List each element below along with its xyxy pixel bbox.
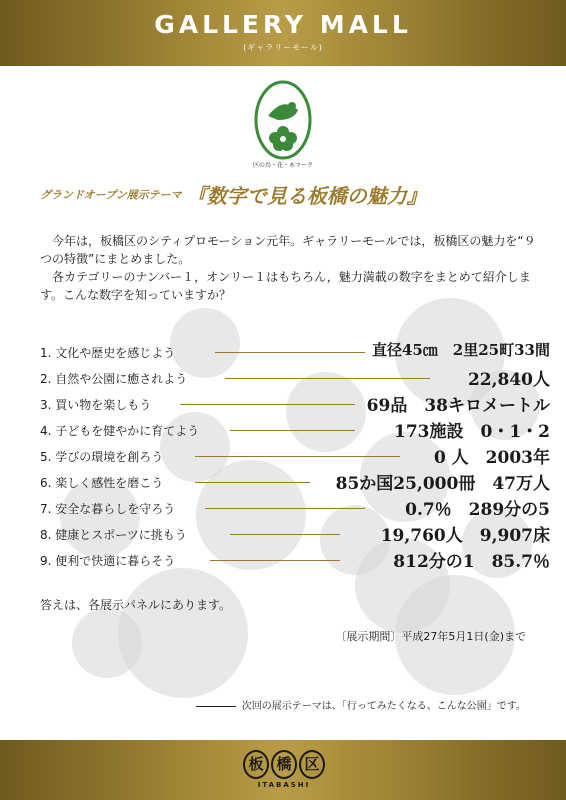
category-row [40,366,550,392]
category-value: 812分の1 85.7％ [393,552,550,572]
category-row [40,392,550,418]
intro-text [40,232,540,304]
ward-emblem-icon [254,80,312,160]
page-title: GALLERY MALL [154,10,412,39]
photo-circle [72,608,142,678]
category-row [40,496,550,522]
category-value: 直径45㎝ 2里25町33間 [371,341,550,359]
theme-title: 『数字で見る板橋の魅力』 [186,184,427,208]
leader-line [215,352,365,353]
category-label: 5. 学びの環境を創ろう [40,450,164,464]
category-value: 69品 38キロメートル [366,396,550,416]
category-row [40,548,550,574]
category-label: 9. 便利で快適に暮らそう [40,554,176,568]
category-label: 7. 安全な暮らしを守ろう [40,502,176,516]
leader-line [205,508,365,509]
category-value: 19,760人 9,907床 [380,526,550,546]
category-row [40,418,550,444]
logo-roman: ITABASHI [257,781,311,789]
category-label: 4. 子どもを健やかに育てよう [40,424,200,438]
logo-kanji: 区 [299,750,325,779]
exhibition-period: 〔展示期間〕平成27年5月1日(金)まで [335,630,526,643]
category-value: 0 人 2003年 [433,448,550,468]
leader-line [225,378,430,379]
category-label: 2. 自然や公園に癒されよう [40,372,188,386]
category-label: 3. 買い物を楽しもう [40,398,152,412]
category-value: 85か国25,000冊 47万人 [335,474,550,494]
header-banner [0,0,566,66]
leader-line [180,404,355,405]
category-value: 0.7％ 289分の5 [405,500,550,520]
category-row [40,470,550,496]
logo-kanji: 橋 [271,750,297,779]
theme-label: グランドオープン展示テーマ [40,188,182,202]
category-label: 8. 健康とスポーツに挑もう [40,528,187,542]
leader-line [195,482,310,483]
intro-paragraph: 今年は，板橋区のシティプロモーション元年。ギャラリーモールでは，板橋区の魅力を“９つの特徴”にまとめました。 [40,234,536,266]
footer-banner [0,740,566,800]
category-value: 173施設 0・1・2 [394,422,550,442]
category-value: 22,840人 [467,370,550,390]
answer-note: 答えは、各展示パネルにあります。 [40,598,232,612]
page-subtitle: (ギャラリーモール) [243,43,323,52]
next-theme-text: 次回の展示テーマは、「行ってみたくなる、こんな公園」です。 [241,701,526,712]
theme-heading [40,180,540,209]
category-label: 6. 楽しく感性を磨こう [40,476,164,490]
logo-kanji: 板 [243,750,269,779]
emblem-caption: 区の鳥・花・木マーク [252,162,313,169]
leader-line [230,534,340,535]
leader-line [210,560,340,561]
category-list [40,340,550,574]
intro-paragraph: 各カテゴリーのナンバー１，オンリー１はもちろん，魅力満載の数字をまとめて紹介します。こんな数字を知っていますか？ [40,270,531,302]
leader-line [195,456,400,457]
category-row [40,444,550,470]
category-row [40,522,550,548]
leader-line [230,430,355,431]
category-row [40,340,550,366]
itabashi-logo [243,750,325,780]
next-theme-note [196,697,526,712]
divider [196,706,236,707]
category-label: 1. 文化や歴史を感じよう [40,346,176,360]
